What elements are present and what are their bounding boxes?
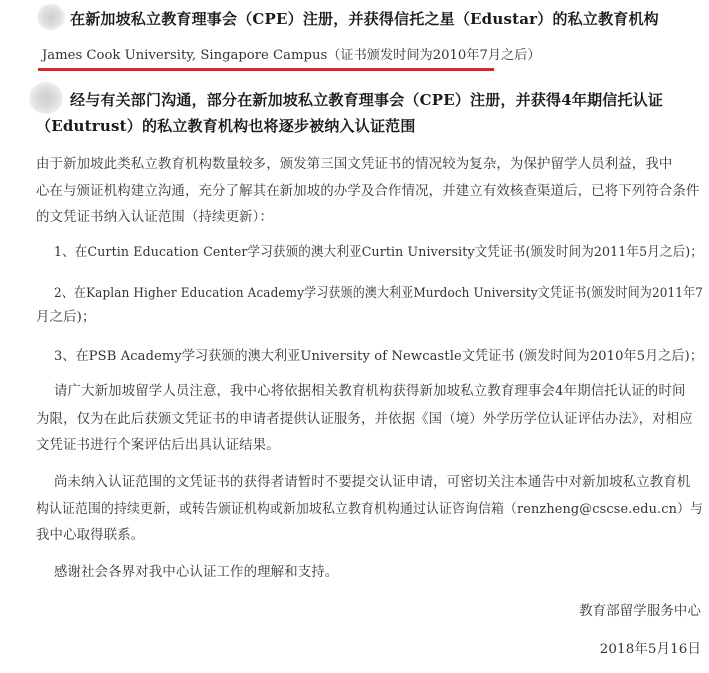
list-item: 1、在Curtin Education Center学习获颁的澳大利亚Curtin University文凭证书(颁发时间为2011年5月之后)； bbox=[54, 245, 703, 260]
pending-line: 尚未纳入认证范围的文凭证书的获得者请暂时不要提交认证申请，可密切关注本通告中对新加坡私立教育机 bbox=[54, 475, 691, 490]
thanks-line: 感谢社会各界对我中心认证工作的理解和支持。 bbox=[54, 565, 339, 580]
list-item: 2、在Kaplan Higher Education Academy学习获颁的澳大利亚Murdoch University文凭证书(颁发时间为2011年7 bbox=[54, 286, 703, 301]
intro-line: 的文凭证书纳入认证范围（持续更新）： bbox=[36, 210, 274, 225]
red-underline bbox=[38, 68, 494, 71]
pending-line: 构认证范围的持续更新，或转告颁证机构或新加坡私立教育机构通过认证咨询信箱（renzheng@cscse.edu.cn）与 bbox=[36, 502, 703, 517]
intro-line: 心在与颁证机构建立沟通，充分了解其在新加坡的办学及合作情况，并建立有效核查渠道后，已将下列符合条件 bbox=[36, 184, 700, 199]
list-item: 3、在PSB Academy学习获颁的澳大利亚University of Newcastle文凭证书 (颁发时间为2010年5月之后)； bbox=[54, 349, 703, 364]
notice-line: 请广大新加坡留学人员注意，我中心将依据相关教育机构获得新加坡私立教育理事会4年期信托认证的时间 bbox=[54, 384, 686, 399]
blurred-bullet-icon bbox=[37, 4, 65, 30]
campus-line: James Cook University, Singapore Campus（证书颁发时间为2010年7月之后） bbox=[42, 48, 541, 63]
intro-line: 由于新加坡此类私立教育机构数量较多，颁发第三国文凭证书的情况较为复杂，为保护留学人员利益，我中 bbox=[36, 157, 673, 172]
pending-line: 我中心取得联系。 bbox=[36, 528, 145, 543]
heading-edutrust-line2: （Edutrust）的私立教育机构也将逐步被纳入认证范围 bbox=[36, 117, 416, 135]
signature: 教育部留学服务中心 bbox=[579, 604, 701, 619]
list-item-continued: 月之后)； bbox=[36, 310, 96, 325]
heading-edutrust-line1: 经与有关部门沟通，部分在新加坡私立教育理事会（CPE）注册，并获得4年期信托认证 bbox=[70, 91, 664, 109]
blurred-bullet-icon bbox=[29, 82, 63, 114]
heading-edustar: 在新加坡私立教育理事会（CPE）注册，并获得信托之星（Edustar）的私立教育机构 bbox=[70, 10, 659, 28]
notice-line: 文凭证书进行个案评估后出具认证结果。 bbox=[36, 438, 280, 453]
date: 2018年5月16日 bbox=[599, 642, 701, 657]
notice-line: 为限，仅为在此后获颁文凭证书的申请者提供认证服务，并依据《国（境）外学历学位认证评估办法》，对相应 bbox=[36, 412, 693, 427]
